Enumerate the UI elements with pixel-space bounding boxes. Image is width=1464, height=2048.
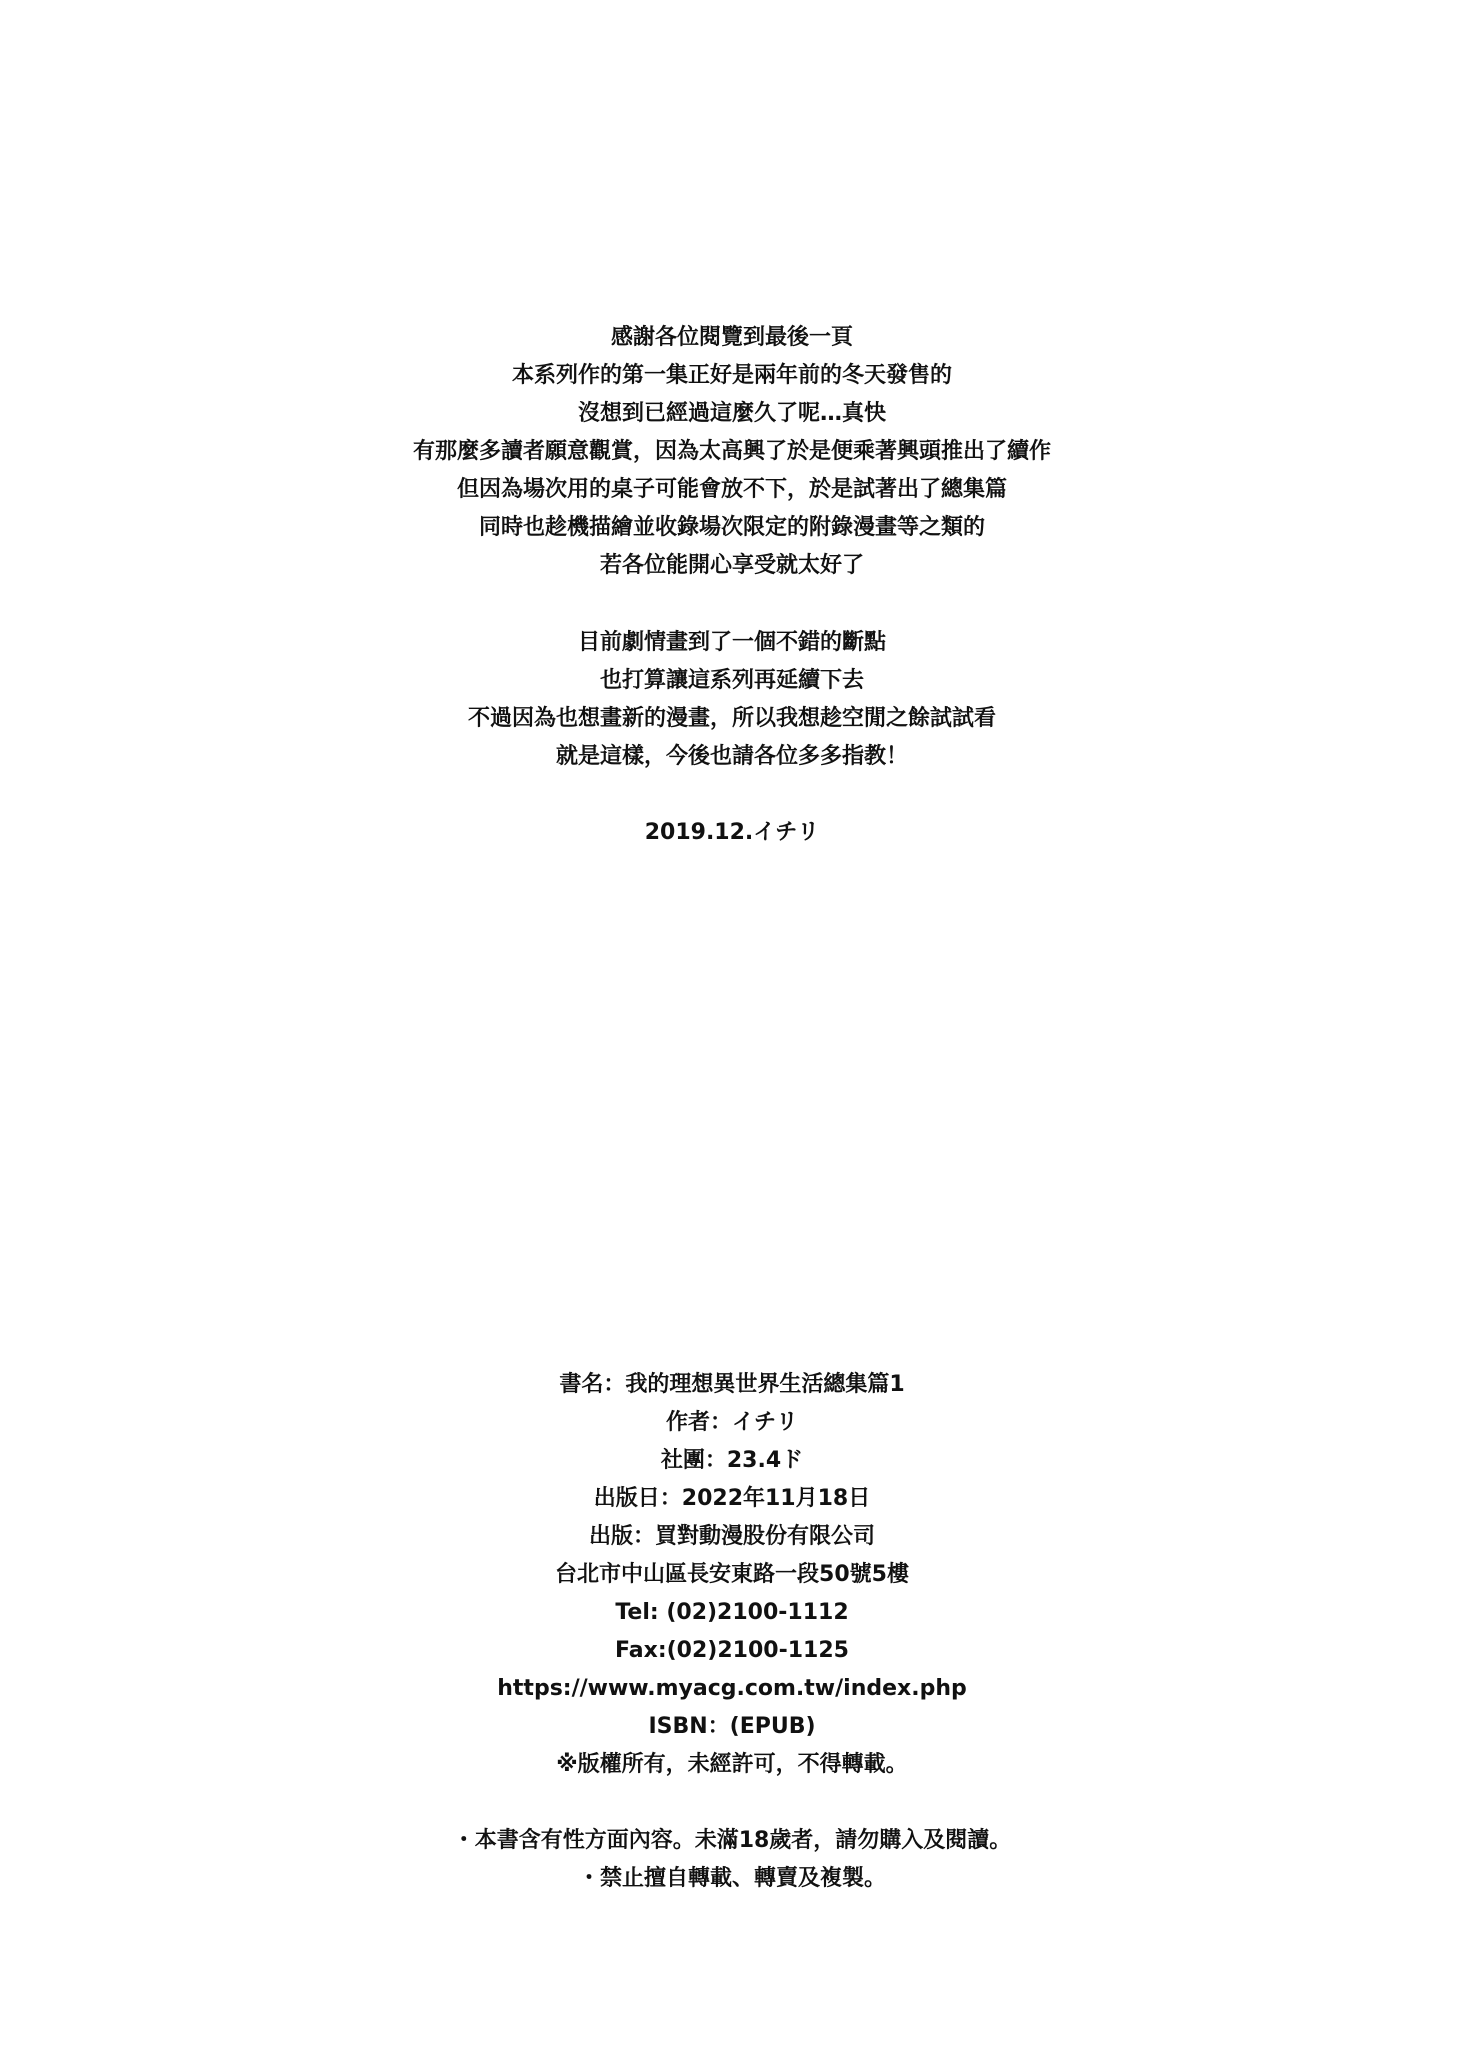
book-isbn: ISBN：(EPUB) (648, 1714, 816, 1739)
afterword-line: 沒想到已經過這麼久了呢…真快 (577, 401, 886, 426)
afterword-signature-block (0, 814, 1464, 852)
book-title: 書名：我的理想異世界生活總集篇1 (559, 1372, 905, 1397)
publish-date: 出版日：2022年11月18日 (593, 1486, 871, 1511)
content-notices (0, 1822, 1464, 1898)
publisher-fax: Fax:(02)2100-1125 (615, 1638, 849, 1663)
reproduction-notice: ・禁止擅自轉載、轉賣及複製。 (577, 1866, 886, 1891)
afterword-line: 但因為場次用的桌子可能會放不下，於是試著出了總集篇 (456, 477, 1007, 502)
afterword-line: 有那麼多讀者願意觀賞，因為太高興了於是便乘著興頭推出了續作 (412, 439, 1051, 464)
afterword-signature: 2019.12.イチリ (644, 820, 820, 845)
afterword-line: 就是這樣，今後也請各位多多指教！ (555, 744, 908, 769)
book-circle: 社團：23.4ド (660, 1448, 804, 1473)
afterword-line: 目前劇情畫到了一個不錯的斷點 (577, 630, 886, 655)
colophon (0, 1366, 1464, 1784)
age-restriction-notice: ・本書含有性方面內容。未滿18歲者，請勿購入及閱讀。 (452, 1828, 1012, 1853)
publisher-url: https://www.myacg.com.tw/index.php (497, 1676, 967, 1701)
afterword-line: 也打算讓這系列再延續下去 (599, 668, 864, 693)
afterword-paragraph-2 (0, 624, 1464, 776)
publisher-name: 出版：買對動漫股份有限公司 (588, 1524, 875, 1549)
copyright-notice: ※版權所有，未經許可，不得轉載。 (556, 1752, 908, 1777)
publisher-address: 台北市中山區長安東路一段50號5樓 (555, 1562, 909, 1587)
afterword-line: 感謝各位閱覽到最後一頁 (610, 325, 853, 350)
publisher-tel: Tel: (02)2100-1112 (615, 1600, 849, 1625)
afterword-line: 本系列作的第一集正好是兩年前的冬天發售的 (511, 363, 952, 388)
afterword-line: 不過因為也想畫新的漫畫，所以我想趁空閒之餘試試看 (467, 706, 996, 731)
book-author: 作者：イチリ (665, 1410, 798, 1435)
afterword-line: 同時也趁機描繪並收錄場次限定的附錄漫畫等之類的 (478, 515, 985, 540)
afterword-line: 若各位能開心享受就太好了 (599, 553, 864, 578)
afterword-paragraph-1 (0, 319, 1464, 585)
